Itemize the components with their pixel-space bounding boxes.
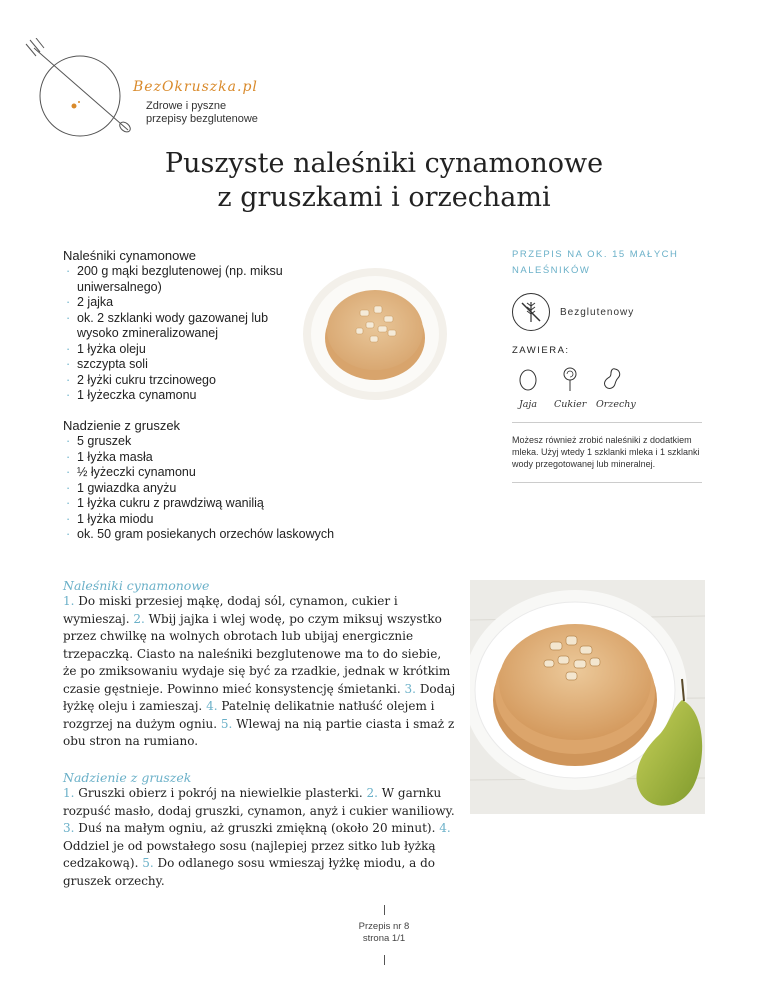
list-item: · 2 łyżki cukru trzcinowego bbox=[63, 373, 303, 389]
step-text: Wlewaj na nią partie ciasta i smaż z obu stron na rumiano. bbox=[63, 716, 455, 748]
divider bbox=[384, 955, 385, 965]
step-number: 1. bbox=[63, 594, 75, 608]
step-number: 5. bbox=[220, 716, 233, 731]
page-footer bbox=[334, 905, 434, 965]
recipe-note: Możesz również zrobić naleśniki z dodatkiem mleka. Użyj wtedy 1 szklanki mleka i 1 szklanki wody przegotowanej lub mineralnej. bbox=[512, 435, 700, 469]
title-line-1: Puszyste naleśniki cynamonowe bbox=[164, 148, 604, 179]
logo-icon bbox=[22, 38, 142, 138]
step-number: 2. bbox=[366, 786, 378, 800]
allergen-sugar bbox=[554, 366, 586, 410]
page-number: strona 1/1 bbox=[362, 933, 406, 944]
step-number: 3. bbox=[63, 821, 75, 835]
list-item: · ok. 50 gram posiekanych orzechów laskowych bbox=[63, 527, 363, 543]
step-number: 3. bbox=[404, 681, 416, 696]
allergen-eggs bbox=[512, 366, 544, 410]
badge-label: Bezglutenowy bbox=[560, 306, 635, 318]
step-number: 2. bbox=[133, 611, 145, 626]
divider bbox=[512, 422, 702, 423]
steps-pancakes bbox=[63, 578, 458, 751]
contains-label: ZAWIERA: bbox=[512, 345, 570, 356]
list-item: · 1 łyżka oleju bbox=[63, 342, 303, 358]
list-item: · ok. 2 szklanki wody gazowanej lub wysoko zmineralizowanej bbox=[63, 311, 303, 342]
allergen-label: Jaja bbox=[518, 399, 538, 410]
section-heading: Naleśniki cynamonowe bbox=[63, 578, 210, 593]
step-text: W garnku rozpuść masło, dodaj gruszki, cynamon, anyż i cukier waniliowy. bbox=[63, 786, 455, 818]
step-number: 4. bbox=[206, 699, 218, 713]
step-number: 4. bbox=[439, 821, 451, 835]
tagline-line-2: przepisy bezglutenowe bbox=[146, 113, 258, 125]
allergen-label: Orzechy bbox=[596, 399, 636, 410]
title-line-2: z gruszkami i orzechami bbox=[217, 182, 551, 213]
divider bbox=[384, 905, 385, 915]
page-title bbox=[0, 147, 768, 215]
step-text: Oddziel je od powstałego sosu (najlepiej przez sitko lub łyżką cedzakową). bbox=[63, 838, 436, 870]
yield-line-2: NALEŚNIKÓW bbox=[512, 265, 591, 276]
list-item: · 200 g mąki bezglutenowej (np. miksu uniwersalnego) bbox=[63, 264, 303, 295]
egg-icon bbox=[517, 366, 539, 392]
list-item: · 1 łyżka miodu bbox=[63, 512, 363, 528]
yield-line-1: PRZEPIS NA OK. 15 MAŁYCH bbox=[512, 249, 679, 260]
list-item: · 5 gruszek bbox=[63, 434, 363, 450]
allergen-label: Cukier bbox=[554, 399, 587, 410]
step-text: Gruszki obierz i pokrój na niewielkie plasterki. bbox=[78, 786, 363, 800]
step-text: Do odlanego sosu wmieszaj łyżkę miodu, a do gruszek orzechy. bbox=[63, 856, 436, 888]
list-item: · szczypta soli bbox=[63, 357, 303, 373]
steps-text bbox=[63, 785, 458, 890]
yield-info bbox=[512, 247, 702, 279]
allergen-nuts bbox=[596, 366, 636, 410]
lollipop-icon bbox=[559, 366, 581, 392]
steps-filling bbox=[63, 770, 458, 890]
pancakes-photo bbox=[470, 580, 705, 814]
step-text: Do miski przesiej mąkę, dodaj sól, cynamon, cukier i wymieszaj. bbox=[63, 594, 398, 626]
brand-tagline bbox=[146, 100, 276, 126]
list-item: · ½ łyżeczki cynamonu bbox=[63, 465, 363, 481]
recipe-sidebar bbox=[512, 247, 702, 483]
ingredients-title: Naleśniki cynamonowe bbox=[63, 248, 196, 263]
list-item: · 1 łyżka cukru z prawdziwą wanilią bbox=[63, 496, 363, 512]
ingredients-title: Nadzienie z gruszek bbox=[63, 418, 181, 433]
pancake-plate-image bbox=[300, 262, 450, 402]
step-number: 5. bbox=[142, 856, 154, 870]
list-item: · 1 łyżeczka cynamonu bbox=[63, 388, 303, 404]
step-text: Patelnię delikatnie natłuść olejem i rozgrzej na dużym ogniu. bbox=[63, 699, 435, 731]
list-item: · 1 łyżka masła bbox=[63, 450, 363, 466]
gluten-free-badge bbox=[512, 293, 702, 331]
list-item: · 1 gwiazdka anyżu bbox=[63, 481, 363, 497]
step-text: Duś na małym ogniu, aż gruszki zmiękną (około 20 minut). bbox=[78, 821, 436, 835]
peanut-icon bbox=[601, 366, 623, 392]
step-text: Dodaj łyżkę oleju i zamieszaj. bbox=[63, 681, 456, 713]
recipe-number: Przepis nr 8 bbox=[358, 921, 410, 932]
tagline-line-1: Zdrowe i pyszne bbox=[146, 100, 227, 112]
allergen-icons bbox=[512, 366, 702, 410]
ingredients-pancakes bbox=[63, 248, 303, 404]
steps-text bbox=[63, 593, 458, 751]
list-item: · 2 jajka bbox=[63, 295, 303, 311]
step-number: 1. bbox=[63, 786, 75, 800]
brand-name: BezOkruszka.pl bbox=[133, 79, 258, 95]
section-heading: Nadzienie z gruszek bbox=[63, 770, 192, 785]
gluten-free-icon bbox=[512, 293, 550, 331]
ingredients-filling bbox=[63, 418, 363, 543]
step-text: Wbij jajka i wlej wodę, po czym miksuj wszystko przez chwilkę na wolnych obrotach lub ubijaj energicznie trzepaczką. Ciasto na naleśniki bezglutenowe ma to do siebie, że po zmiksowaniu wydaje się być za rzadkie, jednak w krótkim czasie gęstnieje. Powinno mieć konsystencję śmietanki. bbox=[63, 611, 451, 696]
divider bbox=[512, 482, 702, 483]
